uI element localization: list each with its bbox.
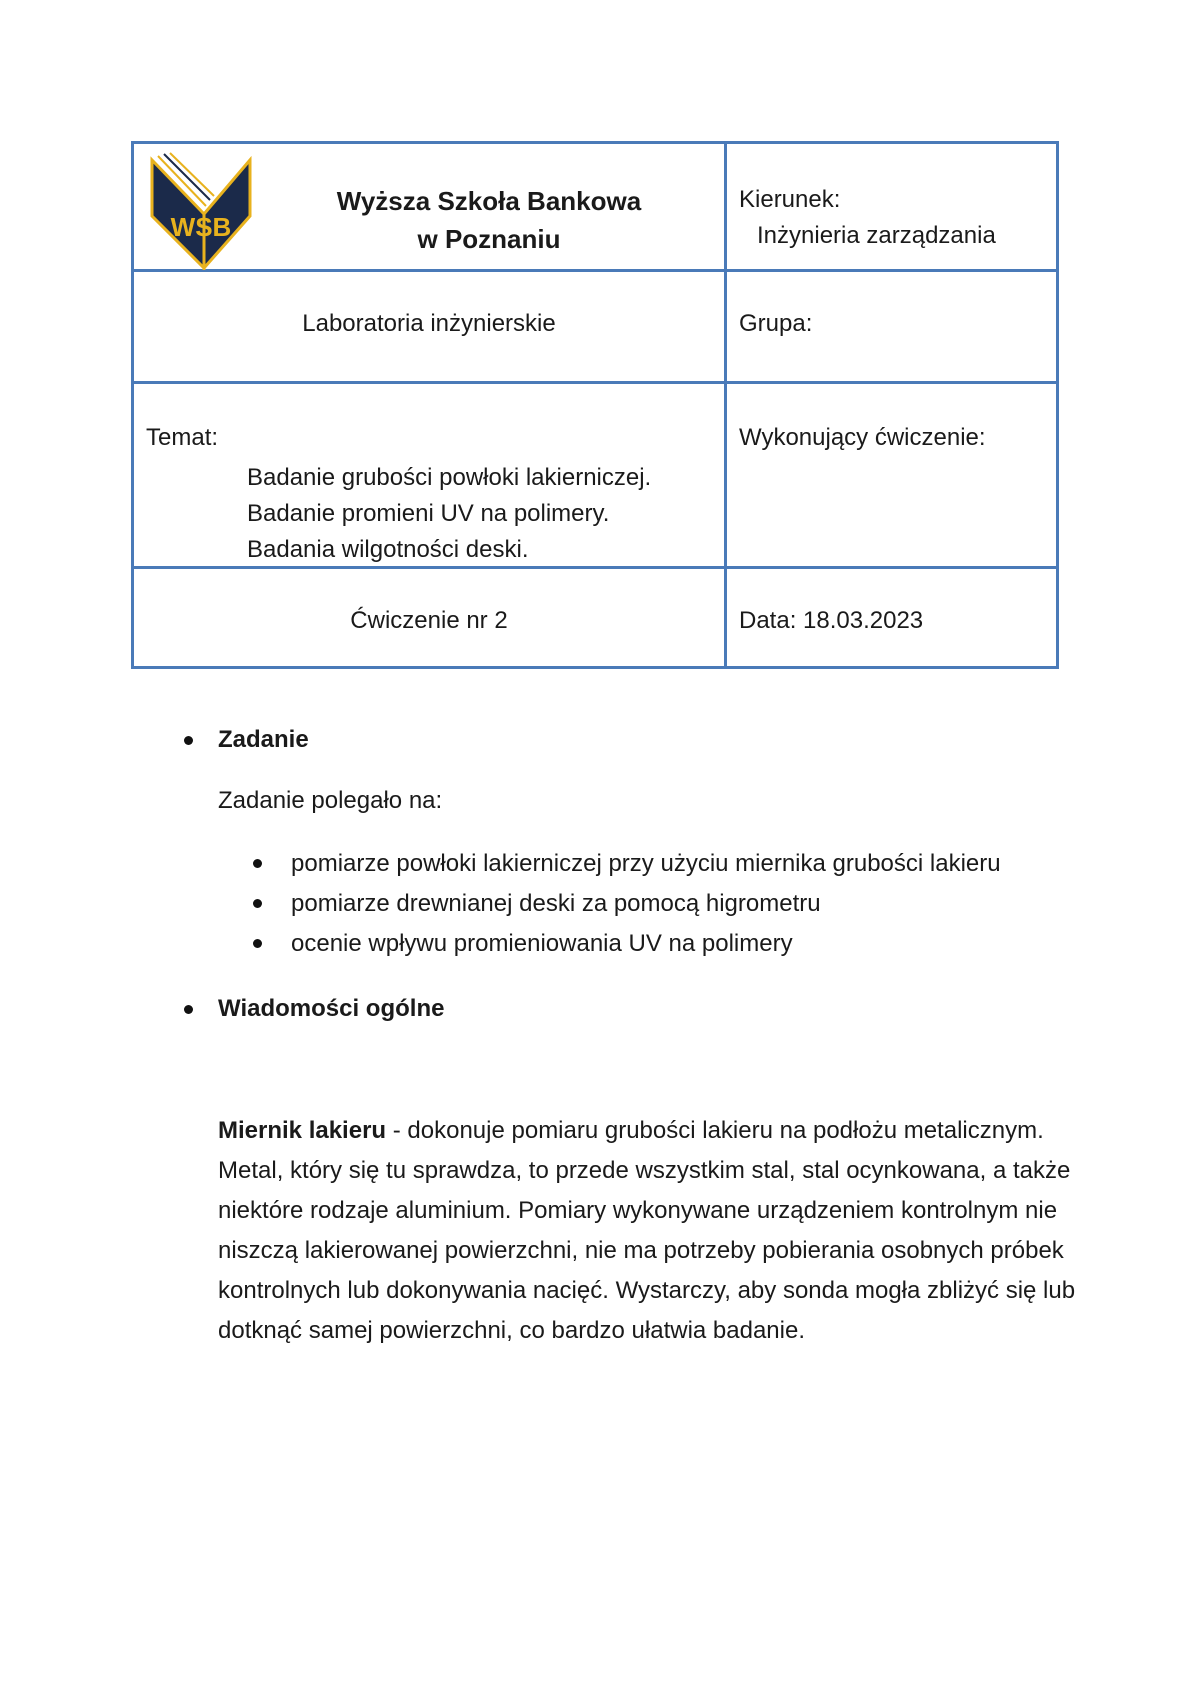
list-item-text: ocenie wpływu promieniowania UV na polimery [291, 930, 793, 957]
cwiczenie-text: Ćwiczenie nr 2 [350, 606, 508, 634]
bullet-icon [253, 899, 262, 908]
wsb-logo [148, 152, 254, 270]
bullet-icon [253, 859, 262, 868]
school-cell [133, 143, 726, 271]
wykonujacy-cell [726, 383, 1058, 568]
temat-cell [133, 383, 726, 568]
laboratoria-cell [133, 270, 726, 382]
kierunek-label: Kierunek: [739, 186, 841, 213]
school-line-2: w Poznaniu [417, 224, 561, 254]
zadanie-list [253, 844, 1001, 964]
data-text: Data: 18.03.2023 [739, 606, 924, 634]
temat-list [247, 460, 651, 568]
list-item [253, 924, 1001, 964]
miernik-paragraph [218, 1111, 1078, 1351]
temat-label: Temat: [146, 424, 219, 452]
wykonujacy-label: Wykonujący ćwiczenie: [739, 424, 986, 452]
school-line-1: Wyższa Szkoła Bankowa [336, 186, 642, 216]
zadanie-intro: Zadanie polegało na: [218, 787, 443, 814]
school-name [274, 182, 704, 258]
section-title-zadanie: Zadanie [218, 726, 309, 753]
list-item-text: pomiarze drewnianej deski za pomocą higrometru [291, 890, 821, 917]
bullet-icon [253, 939, 262, 948]
logo-text: WSB [170, 212, 232, 242]
miernik-term: Miernik lakieru [218, 1117, 387, 1144]
list-item-text: pomiarze powłoki lakierniczej przy użyciu miernika grubości lakieru [291, 850, 1001, 877]
kierunek-value: Inżynieria zarządzania [757, 222, 996, 249]
cwiczenie-cell [133, 567, 726, 667]
section-title-wiadomosci: Wiadomości ogólne [218, 995, 445, 1022]
data-cell [726, 567, 1058, 667]
grupa-label: Grupa: [739, 309, 813, 337]
temat-line: Badania wilgotności deski. [247, 536, 529, 564]
header-table [131, 141, 1059, 669]
list-item [253, 884, 1001, 924]
bullet-icon [184, 1005, 193, 1014]
grupa-cell [726, 270, 1058, 382]
miernik-text: - dokonuje pomiaru grubości lakieru na podłożu metalicznym. Metal, który się tu sprawdza, to przede wszystkim stal, stal ocynkowana, a także niektóre rodzaje aluminium. Pomiary wykonywane urządzeniem kontrolnym nie niszczą lakierowanej powierzchni, nie ma potrzeby pobierania osobnych próbek kontrolnych lub dokonywania nacięć. Wystarczy, aby sonda mogła zbliżyć się lub dotknąć samej powierzchni, co bardzo ułatwia badanie. [218, 1117, 1076, 1344]
list-item [253, 844, 1001, 884]
temat-line: Badanie grubości powłoki lakierniczej. [247, 464, 652, 492]
bullet-icon [184, 736, 193, 745]
kierunek-cell [726, 143, 1058, 271]
laboratoria-text: Laboratoria inżynierskie [302, 309, 556, 337]
temat-line: Badanie promieni UV na polimery. [247, 500, 610, 528]
